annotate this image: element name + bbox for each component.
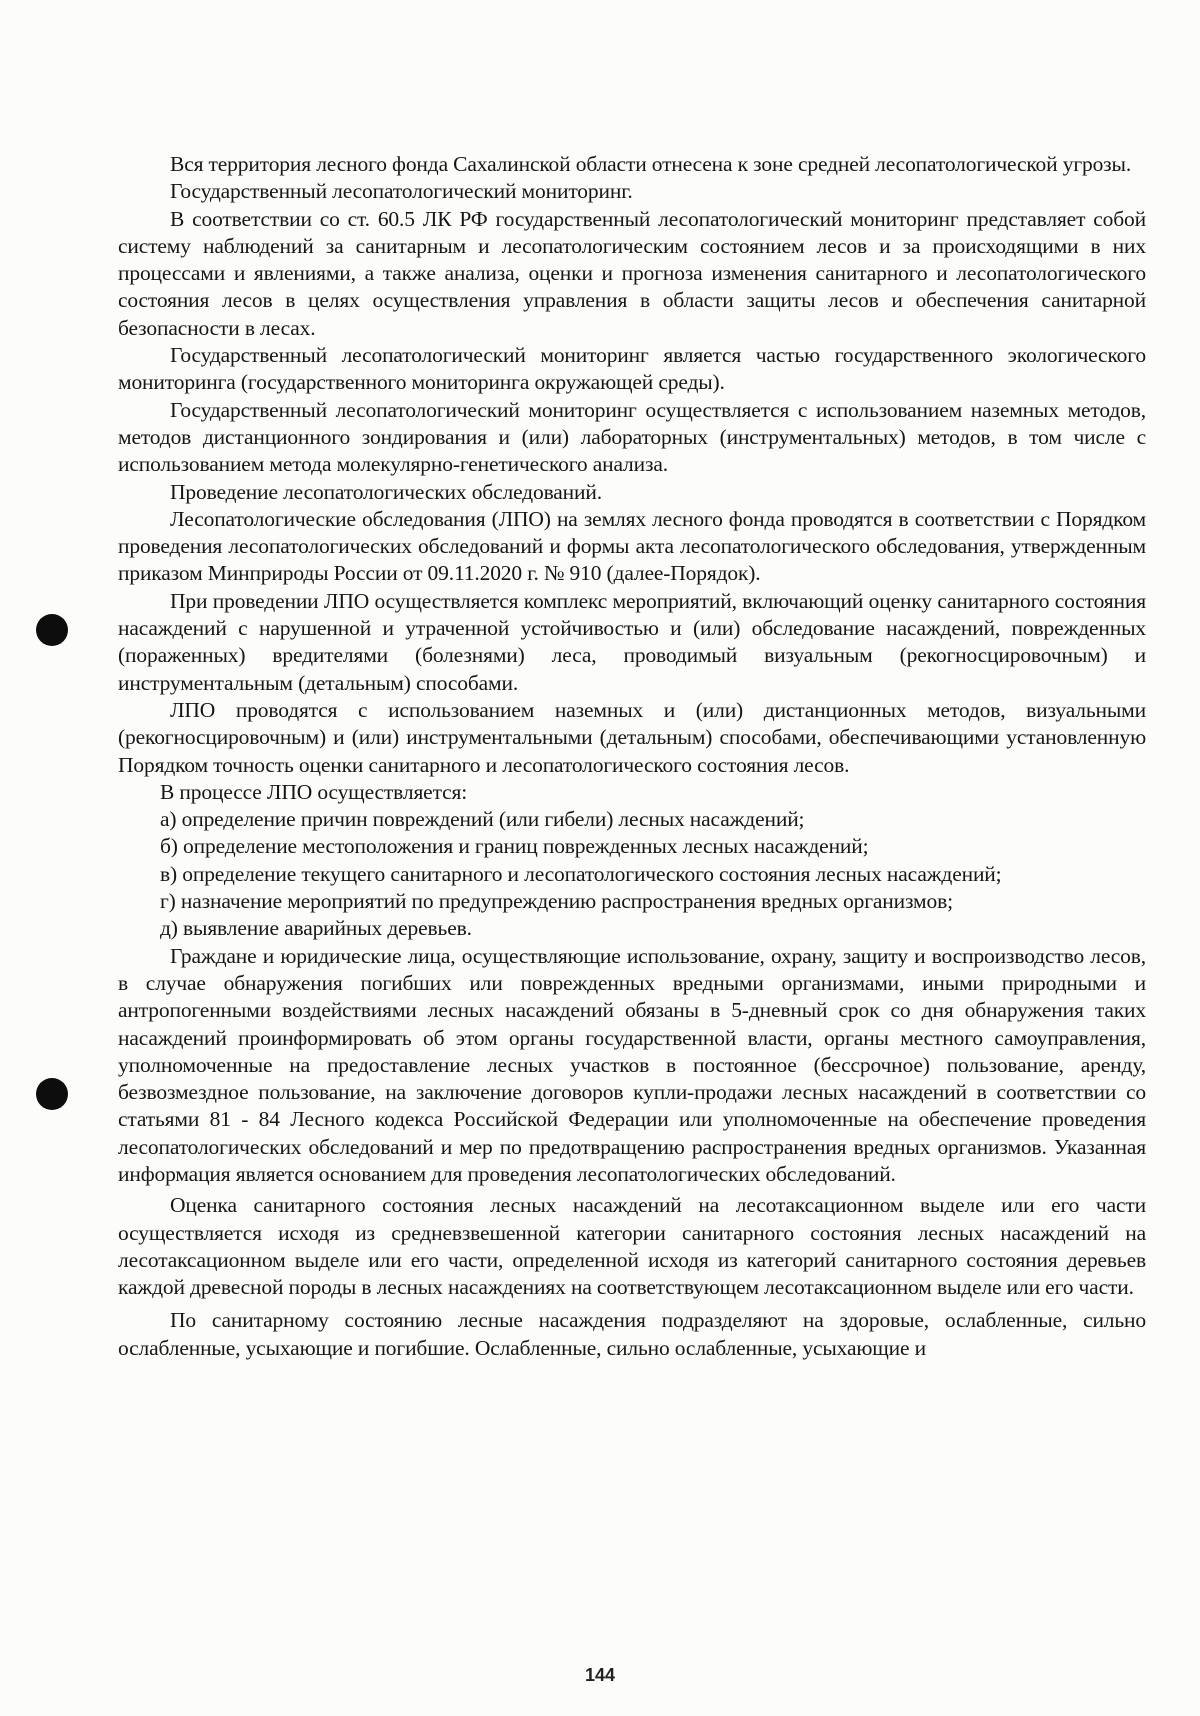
- list-item-a: а) определение причин повреждений (или гибели) лесных насаждений;: [160, 807, 805, 832]
- list-item-d: д) выявление аварийных деревьев.: [160, 916, 472, 941]
- section-heading-monitoring: Государственный лесопатологический мониторинг.: [170, 179, 633, 204]
- list-item-g: г) назначение мероприятий по предупреждению распространения вредных организмов;: [160, 889, 953, 914]
- paragraph-surveys-methods: ЛПО проводятся с использованием наземных и (или) дистанционных методов, визуальными (рекогносцировочным) и (или) инструментальными (детальным) способами, обеспечивающими установленную Порядком точность оценки санитарного и лесопатологического состояния лесов.: [118, 697, 1146, 777]
- paragraph-zone-threat: Вся территория лесного фонда Сахалинской области отнесена к зоне средней лесопатологической угрозы.: [170, 152, 1132, 176]
- paragraph-sanitary-categories: По санитарному состоянию лесные насаждения подразделяют на здоровые, ослабленные, сильно ослабленные, усыхающие и погибшие. Ослабленные, сильно ослабленные, усыхающие и: [118, 1308, 1146, 1360]
- paragraph-sanitary-assessment: Оценка санитарного состояния лесных насаждений на лесотаксационном выделе или его части осуществляется исходя из средневзвешенной категории санитарного состояния лесных насаждений на лесотаксационном выделе или его части, определенной исходя из категорий санитарного состояния деревьев каждой древесной породы в лесных насаждениях на соответствующем лесотаксационном выделе или его части.: [118, 1193, 1146, 1300]
- paragraph-surveys-process: В процессе ЛПО осуществляется:: [160, 779, 468, 804]
- document-body: [118, 151, 1146, 1362]
- paragraph-monitoring-part: Государственный лесопатологический мониторинг является частью государственного экологического мониторинга (государственного мониторинга окружающей среды).: [118, 343, 1146, 395]
- paragraph-monitoring-methods: Государственный лесопатологический мониторинг осуществляется с использованием наземных методов, методов дистанционного зондирования и (или) лабораторных (инструментальных) методов, в том числе с использованием метода молекулярно-генетического анализа.: [118, 397, 1146, 477]
- list-item-b: б) определение местоположения и границ поврежденных лесных насаждений;: [160, 834, 869, 859]
- list-item-v: в) определение текущего санитарного и лесопатологического состояния лесных насаждений;: [160, 861, 1002, 886]
- paragraph-monitoring-definition: В соответствии со ст. 60.5 ЛК РФ государственный лесопатологический мониторинг представляет собой систему наблюдений за санитарным и лесопатологическим состоянием лесов и за происходящими в них процессами и явлениями, а также анализа, оценки и прогноза изменения санитарного и лесопатологического состояния лесов в целях осуществления управления в области защиты лесов и обеспечения санитарной безопасности в лесах.: [118, 206, 1146, 340]
- punch-hole-bottom: [36, 1078, 68, 1110]
- paragraph-citizens-duty: Граждане и юридические лица, осуществляющие использование, охрану, защиту и воспроизводство лесов, в случае обнаружения погибших или поврежденных вредными организмами, иными природными и антропогенными воздействиями лесных насаждений обязаны в 5-дневный срок со дня обнаружения таких насаждений проинформировать об этом органы государственной власти, органы местного самоуправления, уполномоченные на предоставление лесных участков в постоянное (бессрочное) пользование, аренду, безвозмездное пользование, на заключение договоров купли-продажи лесных насаждений в соответствии со статьями 81 - 84 Лесного кодекса Российской Федерации или уполномоченные на обеспечение проведения лесопатологических обследований и мер по предотвращению распространения вредных организмов. Указанная информация является основанием для проведения лесопатологических обследований.: [118, 943, 1146, 1186]
- punch-hole-top: [36, 614, 68, 646]
- page-number: 144: [584, 1665, 616, 1685]
- paragraph-surveys-order: Лесопатологические обследования (ЛПО) на землях лесного фонда проводятся в соответствии с Порядком проведения лесопатологических обследований и формы акта лесопатологического обследования, утвержденным приказом Минприроды России от 09.11.2020 г. № 910 (далее-Порядок).: [118, 506, 1146, 586]
- paragraph-surveys-complex: При проведении ЛПО осуществляется комплекс мероприятий, включающий оценку санитарного состояния насаждений с нарушенной и утраченной устойчивостью и (или) обследование насаждений, поврежденных (пораженных) вредителями (болезнями) леса, проводимый визуальным (рекогносцировочным) и инструментальным (детальным) способами.: [118, 588, 1146, 695]
- section-heading-surveys: Проведение лесопатологических обследований.: [170, 479, 602, 504]
